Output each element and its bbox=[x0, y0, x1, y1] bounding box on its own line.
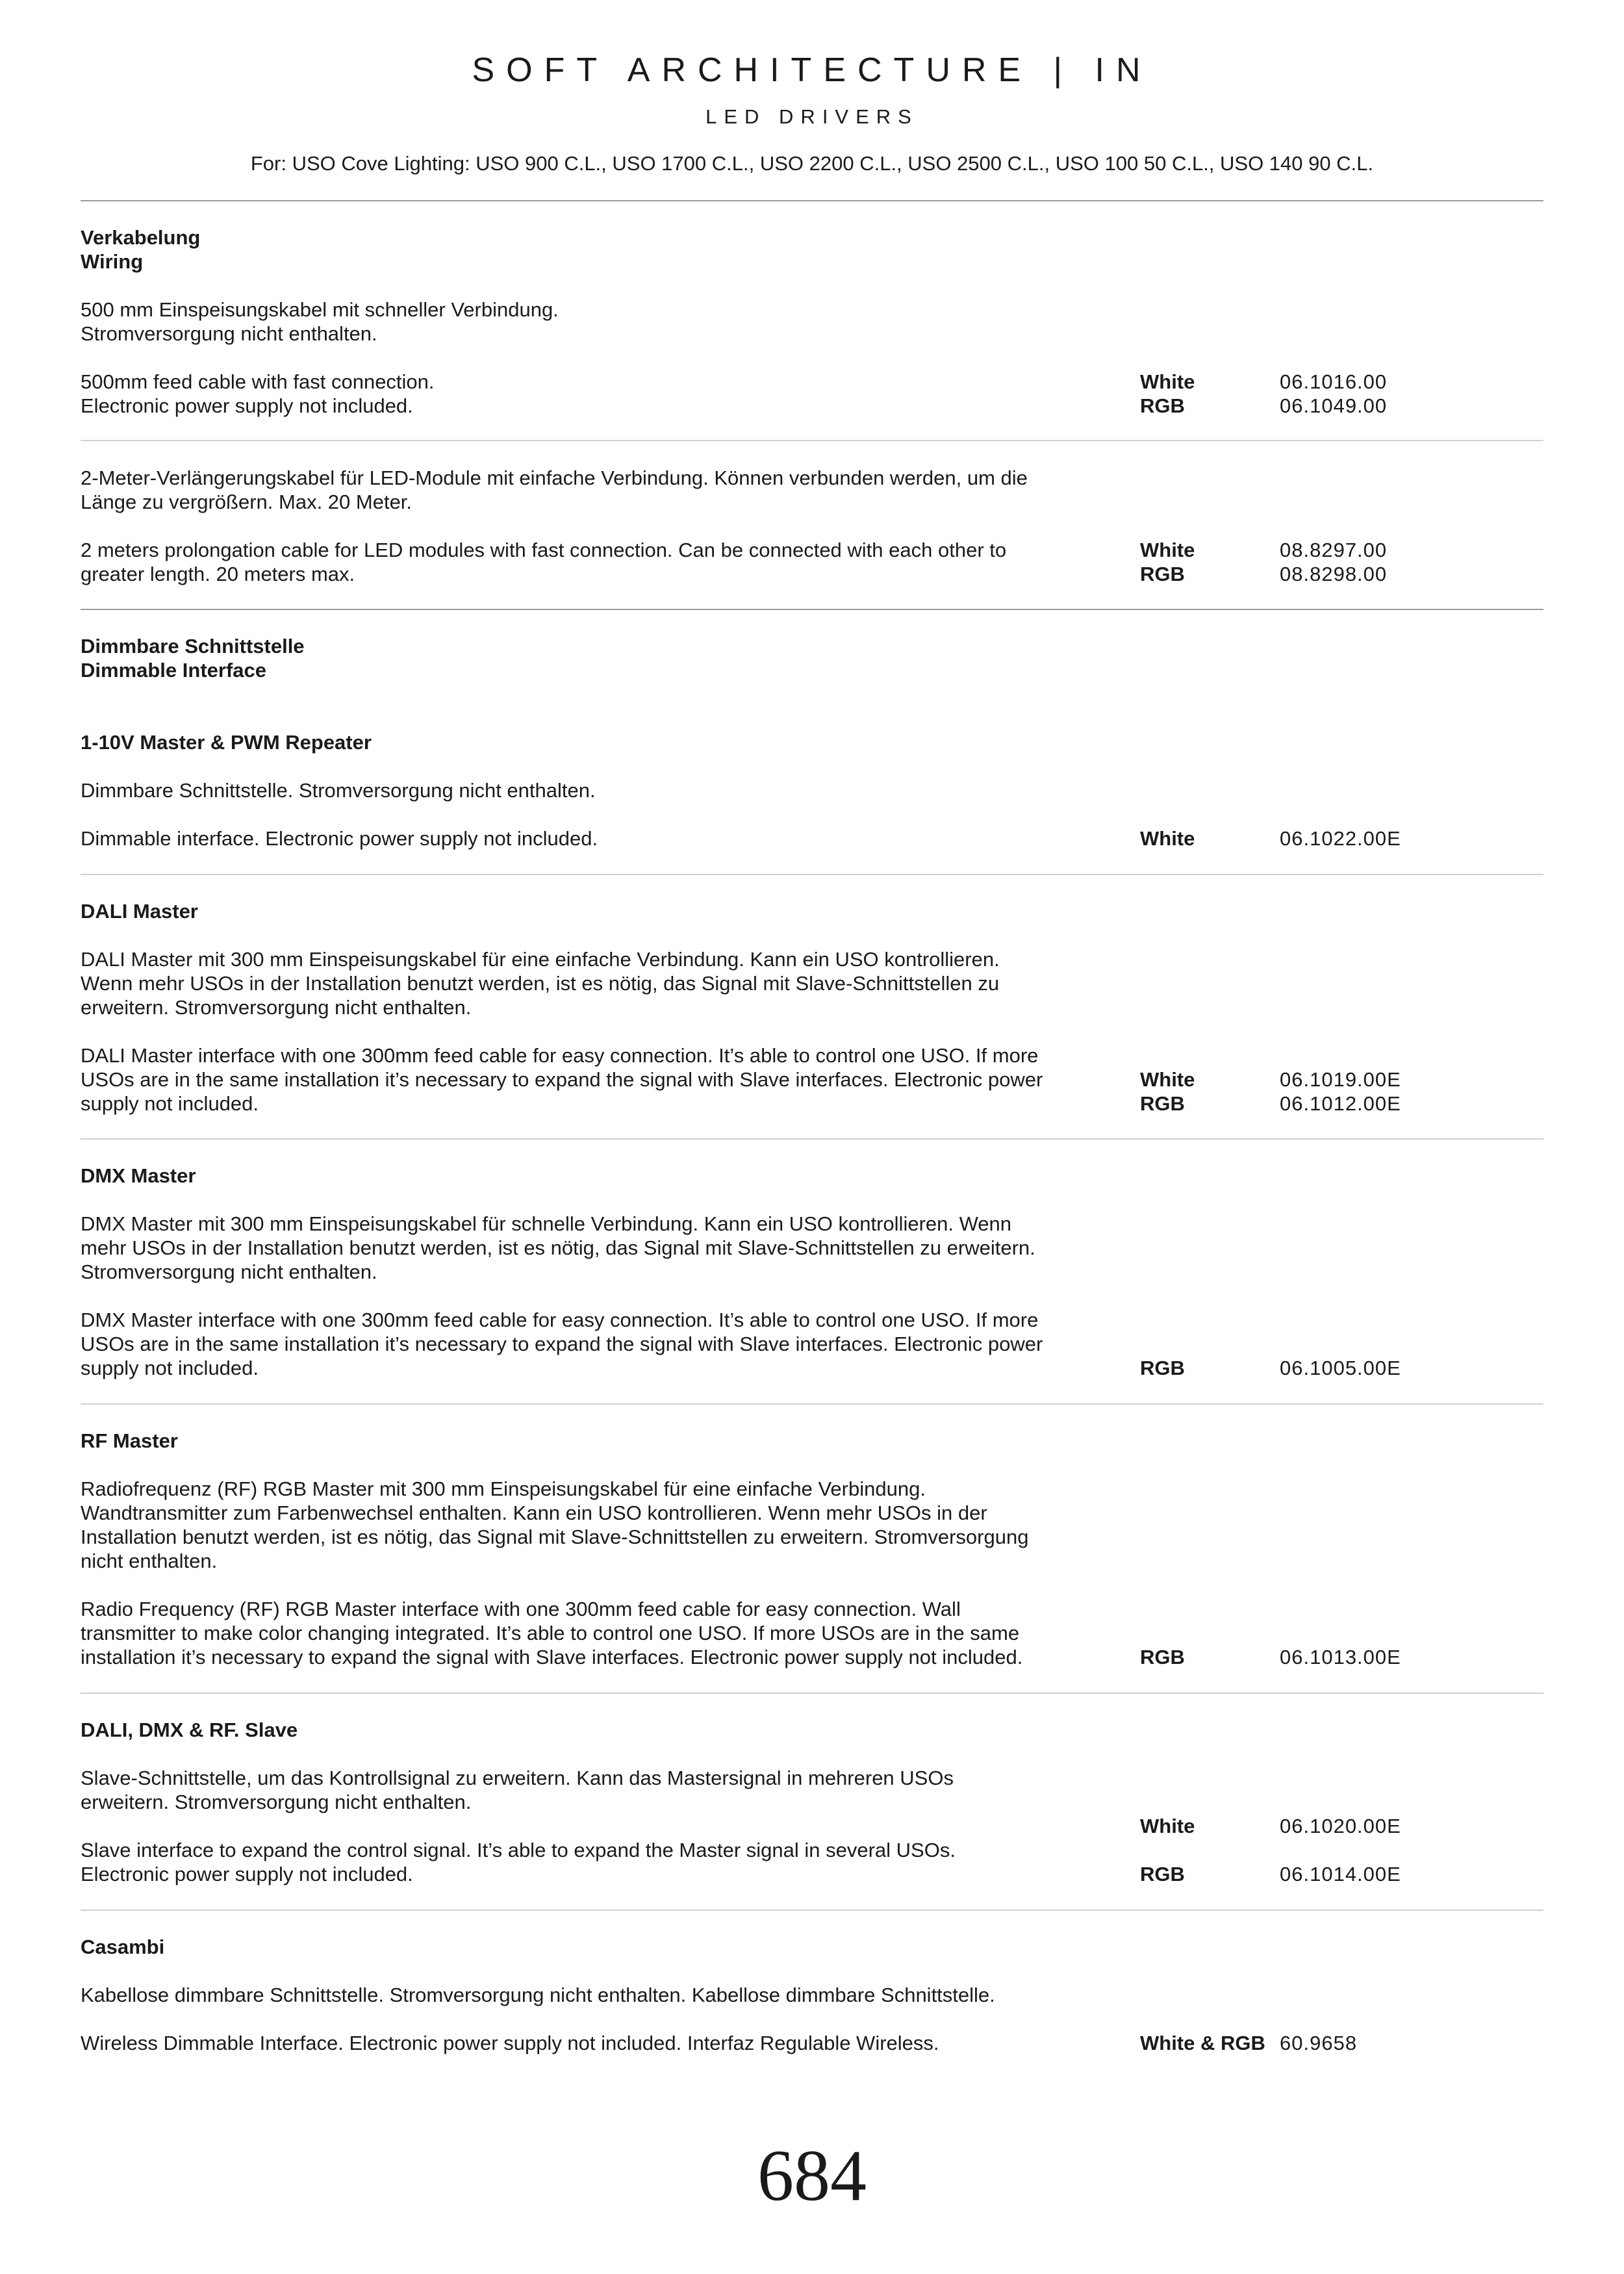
description-de-line: Wenn mehr USOs in der Installation benutzt werden, ist es nötig, das Signal mit Slave-Schnittstellen zu bbox=[81, 972, 1000, 995]
description-en-line: Wireless Dimmable Interface. Electronic power supply not included. Interfaz Regulable Wireless. bbox=[81, 2032, 939, 2054]
description-de-line: Kabellose dimmbare Schnittstelle. Stromversorgung nicht enthalten. Kabellose dimmbare Schnittstelle. bbox=[81, 1984, 995, 2006]
description-de-line: Radiofrequenz (RF) RGB Master mit 300 mm Einspeisungskabel für eine einfache Verbindung. bbox=[81, 1477, 926, 1500]
description-de-line: erweitern. Stromversorgung nicht enthalten. bbox=[81, 1791, 472, 1813]
applicable-products-line: For: USO Cove Lighting: USO 900 C.L., USO 1700 C.L., USO 2200 C.L., USO 2500 C.L., USO 100 50 C.L., USO 140 90 C.L. bbox=[250, 152, 1374, 175]
variant-label: RGB bbox=[1140, 1092, 1185, 1115]
variant-label: White bbox=[1140, 827, 1195, 850]
description-en-line: Radio Frequency (RF) RGB Master interface with one 300mm feed cable for easy connection. Wall bbox=[81, 1598, 961, 1620]
page-number: 684 bbox=[757, 2136, 867, 2216]
product-title: DALI, DMX & RF. Slave bbox=[81, 1718, 298, 1741]
description-de-line: Dimmbare Schnittstelle. Stromversorgung nicht enthalten. bbox=[81, 779, 596, 802]
row-divider bbox=[81, 874, 1543, 875]
article-code: 08.8298.00 bbox=[1280, 563, 1388, 585]
article-code: 06.1014.00E bbox=[1280, 1863, 1401, 1885]
description-en-line: transmitter to make color changing integrated. It’s able to control one USO. If more USOs are in the same bbox=[81, 1622, 1020, 1644]
description-en-line: USOs are in the same installation it’s necessary to expand the signal with Slave interfaces. Electronic power bbox=[81, 1333, 1043, 1355]
section-heading-en: Wiring bbox=[81, 250, 144, 273]
description-en-line: Electronic power supply not included. bbox=[81, 1863, 413, 1885]
description-en-line: DALI Master interface with one 300mm feed cable for easy connection. It’s able to control one USO. If more bbox=[81, 1044, 1039, 1067]
variant-label: White bbox=[1140, 1815, 1195, 1837]
description-en-line: greater length. 20 meters max. bbox=[81, 563, 355, 585]
description-de-line: 2-Meter-Verlängerungskabel für LED-Module mit einfache Verbindung. Können verbunden werden, um die bbox=[81, 466, 1028, 489]
variant-label: RGB bbox=[1140, 1646, 1185, 1668]
article-code: 06.1020.00E bbox=[1280, 1815, 1401, 1837]
section-heading-de: Verkabelung bbox=[81, 226, 201, 249]
description-en-line: Electronic power supply not included. bbox=[81, 394, 413, 417]
description-de-line: Länge zu vergrößern. Max. 20 Meter. bbox=[81, 491, 412, 513]
page-subtitle: LED DRIVERS bbox=[705, 105, 919, 128]
article-code: 60.9658 bbox=[1280, 2032, 1358, 2054]
article-code: 06.1019.00E bbox=[1280, 1068, 1401, 1091]
row-divider bbox=[81, 440, 1543, 441]
variant-label: RGB bbox=[1140, 394, 1185, 417]
description-de-line: erweitern. Stromversorgung nicht enthalten. bbox=[81, 996, 472, 1019]
description-en-line: 2 meters prolongation cable for LED modules with fast connection. Can be connected with each other to bbox=[81, 539, 1007, 561]
product-title: DMX Master bbox=[81, 1164, 196, 1187]
product-title: Casambi bbox=[81, 1935, 165, 1958]
description-en-line: supply not included. bbox=[81, 1357, 259, 1379]
variant-label: RGB bbox=[1140, 1863, 1185, 1885]
section-heading-en: Dimmable Interface bbox=[81, 659, 266, 682]
description-en-line: Dimmable interface. Electronic power supply not included. bbox=[81, 827, 598, 850]
variant-label: RGB bbox=[1140, 1357, 1185, 1379]
article-code: 06.1005.00E bbox=[1280, 1357, 1401, 1379]
variant-label: White bbox=[1140, 539, 1195, 561]
article-code: 06.1013.00E bbox=[1280, 1646, 1401, 1668]
description-de-line: Installation benutzt werden, ist es nötig, das Signal mit Slave-Schnittstellen zu erweitern. Stromversorgung bbox=[81, 1526, 1029, 1548]
description-de-line: nicht enthalten. bbox=[81, 1550, 218, 1572]
description-en-line: DMX Master interface with one 300mm feed cable for easy connection. It’s able to control one USO. If more bbox=[81, 1309, 1039, 1331]
product-title: DALI Master bbox=[81, 900, 198, 923]
article-code: 06.1049.00 bbox=[1280, 394, 1388, 417]
description-en-line: supply not included. bbox=[81, 1092, 259, 1115]
article-code: 08.8297.00 bbox=[1280, 539, 1388, 561]
description-de-line: Stromversorgung nicht enthalten. bbox=[81, 1260, 377, 1283]
description-en-line: installation it’s necessary to expand the signal with Slave interfaces. Electronic power supply not included. bbox=[81, 1646, 1023, 1668]
article-code: 06.1022.00E bbox=[1280, 827, 1401, 850]
product-title: RF Master bbox=[81, 1429, 178, 1452]
article-code: 06.1016.00 bbox=[1280, 370, 1388, 393]
page-title: SOFT ARCHITECTURE | IN bbox=[472, 51, 1152, 89]
variant-label: White & RGB bbox=[1140, 2032, 1265, 2054]
description-en-line: Slave interface to expand the control signal. It’s able to expand the Master signal in several USOs. bbox=[81, 1839, 956, 1861]
section-heading-de: Dimmbare Schnittstelle bbox=[81, 635, 305, 658]
description-de-line: Wandtransmitter zum Farbenwechsel enthalten. Kann ein USO kontrollieren. Wenn mehr USOs in der bbox=[81, 1501, 987, 1524]
variant-label: White bbox=[1140, 1068, 1195, 1091]
description-de-line: Slave-Schnittstelle, um das Kontrollsignal zu erweitern. Kann das Mastersignal in mehreren USOs bbox=[81, 1767, 954, 1789]
row-divider bbox=[81, 1693, 1543, 1694]
variant-label: RGB bbox=[1140, 563, 1185, 585]
header-divider bbox=[81, 200, 1543, 201]
row-divider bbox=[81, 1138, 1543, 1140]
article-code: 06.1012.00E bbox=[1280, 1092, 1401, 1115]
description-de-line: DALI Master mit 300 mm Einspeisungskabel für eine einfache Verbindung. Kann ein USO kontrollieren. bbox=[81, 948, 1000, 971]
description-de-line: mehr USOs in der Installation benutzt werden, ist es nötig, das Signal mit Slave-Schnittstellen zu erweitern. bbox=[81, 1236, 1035, 1259]
product-title: 1-10V Master & PWM Repeater bbox=[81, 731, 372, 754]
row-divider bbox=[81, 1910, 1543, 1911]
description-de-line: DMX Master mit 300 mm Einspeisungskabel für schnelle Verbindung. Kann ein USO kontrollieren. Wenn bbox=[81, 1212, 1012, 1235]
row-divider bbox=[81, 1403, 1543, 1405]
description-en-line: USOs are in the same installation it’s necessary to expand the signal with Slave interfaces. Electronic power bbox=[81, 1068, 1043, 1091]
description-de-line: Stromversorgung nicht enthalten. bbox=[81, 322, 377, 345]
description-en-line: 500mm feed cable with fast connection. bbox=[81, 370, 435, 393]
variant-label: White bbox=[1140, 370, 1195, 393]
section-divider bbox=[81, 609, 1543, 610]
description-de-line: 500 mm Einspeisungskabel mit schneller Verbindung. bbox=[81, 298, 559, 321]
